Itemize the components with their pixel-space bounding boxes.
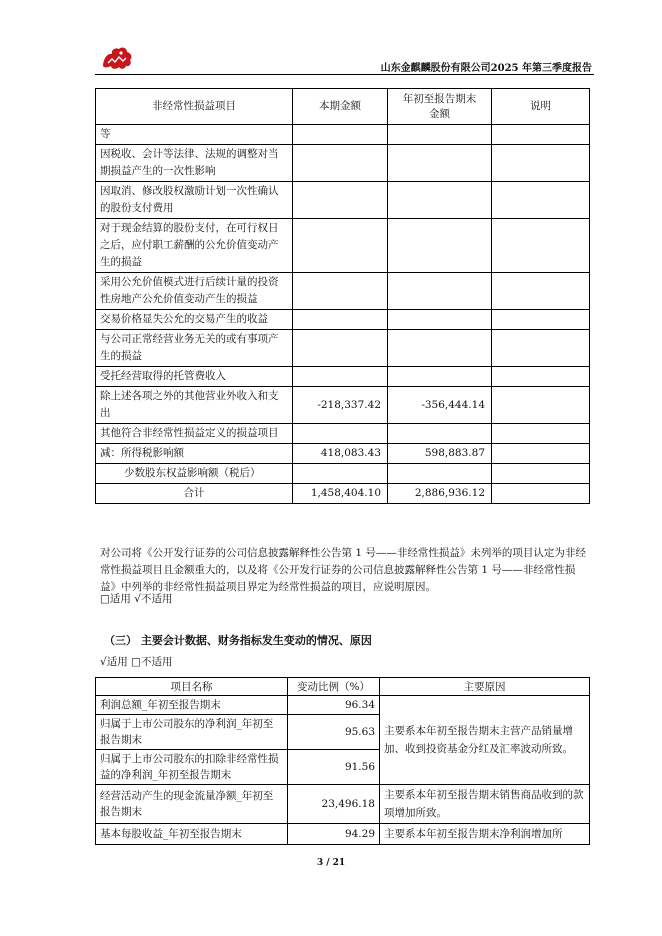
row-note-cell <box>492 484 590 504</box>
row-ratio-cell: 96.34 <box>288 696 380 715</box>
table-row <box>96 273 590 310</box>
row-current-cell: -218,337.42 <box>293 387 388 424</box>
row-item-cell: 因取消、修改股权激励计划一次性确认的股份支付费用 <box>96 182 293 219</box>
report-header-title: 山东金麒麟股份有限公司2025 年第三季度报告 <box>380 63 592 74</box>
row-item-cell: 合计 <box>96 484 293 504</box>
row-item-cell: 除上述各项之外的其他营业外收入和支出 <box>96 387 293 424</box>
row-name-cell: 基本每股收益_年初至报告期末 <box>96 824 288 845</box>
row-current-cell <box>293 182 388 219</box>
row-name-cell: 经营活动产生的现金流量净额_年初至报告期末 <box>96 785 288 824</box>
row-reason-cell: 主要系本年初至报告期末净利润增加所 <box>380 824 590 845</box>
row-current-cell <box>293 464 388 484</box>
row-name-cell: 归属于上市公司股东的扣除非经常性损益的净利润_年初至报告期末 <box>96 750 288 785</box>
non-recurring-gains-table <box>95 88 590 504</box>
row-item-cell: 其他符合非经常性损益定义的损益项目 <box>96 424 293 444</box>
row-item-cell: 减：所得税影响额 <box>96 444 293 464</box>
row-name-cell: 利润总额_年初至报告期末 <box>96 696 288 715</box>
row-item-cell: 交易价格显失公允的交易产生的收益 <box>96 310 293 330</box>
row-current-cell: 418,083.43 <box>293 444 388 464</box>
row-ratio-cell: 23,496.18 <box>288 785 380 824</box>
row-item-cell: 采用公允价值模式进行后续计量的投资性房地产公允价值变动产生的损益 <box>96 273 293 310</box>
row-ytd-cell: 2,886,936.12 <box>388 484 492 504</box>
row-ytd-cell <box>388 125 492 145</box>
row-note-cell <box>492 182 590 219</box>
table-row <box>96 330 590 367</box>
page-number: 3 / 21 <box>316 858 346 868</box>
row-ytd-cell <box>388 330 492 367</box>
table-row <box>96 145 590 182</box>
row-current-cell <box>293 125 388 145</box>
row-current-cell <box>293 145 388 182</box>
row-ytd-cell <box>388 464 492 484</box>
table-row <box>96 444 590 464</box>
row-ytd-cell: 598,883.87 <box>388 444 492 464</box>
row-item-cell: 因税收、会计等法律、法规的调整对当期损益产生的一次性影响 <box>96 145 293 182</box>
table-row <box>96 182 590 219</box>
row-note-cell <box>492 387 590 424</box>
row-ytd-cell <box>388 424 492 444</box>
row-ytd-cell <box>388 273 492 310</box>
row-ytd-cell <box>388 367 492 387</box>
row-current-cell <box>293 310 388 330</box>
row-note-cell <box>492 367 590 387</box>
header-item: 非经常性损益项目 <box>96 89 293 125</box>
row-note-cell <box>492 424 590 444</box>
row-ytd-cell <box>388 310 492 330</box>
table-row <box>96 484 590 504</box>
table-row <box>96 367 590 387</box>
company-logo-icon <box>100 45 134 71</box>
header-note: 说明 <box>492 89 590 125</box>
row-name-cell: 归属于上市公司股东的净利润_年初至报告期末 <box>96 715 288 750</box>
row-note-cell <box>492 125 590 145</box>
applicability-check-2: √适用 □不适用 <box>100 656 173 668</box>
row-current-cell <box>293 367 388 387</box>
row-ytd-cell <box>388 145 492 182</box>
row-item-cell: 少数股东权益影响额（税后） <box>96 464 293 484</box>
section-title: （三） 主要会计数据、财务指标发生变动的情况、原因 <box>104 634 372 647</box>
row-current-cell <box>293 330 388 367</box>
table-row <box>96 219 590 273</box>
table-row <box>96 387 590 424</box>
header-current: 本期金额 <box>293 89 388 125</box>
table-header-row <box>96 89 590 125</box>
row-note-cell <box>492 273 590 310</box>
row-item-cell: 对于现金结算的股份支付，在可行权日之后，应付职工薪酬的公允价值变动产生的损益 <box>96 219 293 273</box>
row-note-cell <box>492 444 590 464</box>
applicability-check-1: □适用 √不适用 <box>100 593 173 605</box>
table-row <box>96 464 590 484</box>
table-row <box>96 424 590 444</box>
row-note-cell <box>492 330 590 367</box>
row-item-cell: 等 <box>96 125 293 145</box>
header-ytd: 年初至报告期末 金额 <box>388 89 492 125</box>
table-row <box>96 824 590 845</box>
table-row <box>96 696 590 715</box>
row-ytd-cell <box>388 182 492 219</box>
row-note-cell <box>492 145 590 182</box>
table-header-row <box>96 678 590 696</box>
header-rule <box>95 74 594 75</box>
table-row <box>96 125 590 145</box>
row-current-cell <box>293 424 388 444</box>
header-ratio: 变动比例（%） <box>288 678 380 696</box>
header-name: 项目名称 <box>96 678 288 696</box>
row-current-cell <box>293 273 388 310</box>
disclosure-paragraph: 对公司将《公开发行证券的公司信息披露解释性公告第 1 号——非经常性损益》未列举的项目认定为非经常性损益项目且金额重大的，以及将《公开发行证券的公司信息披露解释性公告第 1 号——非经常性损益》中列举的非经常性损益项目界定为经常性损益的项目，应说明原因。 <box>100 547 586 593</box>
header-reason: 主要原因 <box>380 678 590 696</box>
indicator-change-table <box>95 677 590 845</box>
row-ytd-cell: -356,444.14 <box>388 387 492 424</box>
row-ratio-cell: 94.29 <box>288 824 380 845</box>
row-note-cell <box>492 219 590 273</box>
row-ytd-cell <box>388 219 492 273</box>
merged-reason-cell: 主要系本年初至报告期末主营产品销量增加、收到投资基金分红及汇率波动所致。 <box>380 696 590 785</box>
table-row <box>96 310 590 330</box>
row-item-cell: 受托经营取得的托管费收入 <box>96 367 293 387</box>
row-note-cell <box>492 310 590 330</box>
row-item-cell: 与公司正常经营业务无关的或有事项产生的损益 <box>96 330 293 367</box>
row-reason-cell: 主要系本年初至报告期末销售商品收到的款项增加所致。 <box>380 785 590 824</box>
row-ratio-cell: 91.56 <box>288 750 380 785</box>
row-ratio-cell: 95.63 <box>288 715 380 750</box>
row-current-cell: 1,458,404.10 <box>293 484 388 504</box>
table-row <box>96 785 590 824</box>
row-note-cell <box>492 464 590 484</box>
row-current-cell <box>293 219 388 273</box>
